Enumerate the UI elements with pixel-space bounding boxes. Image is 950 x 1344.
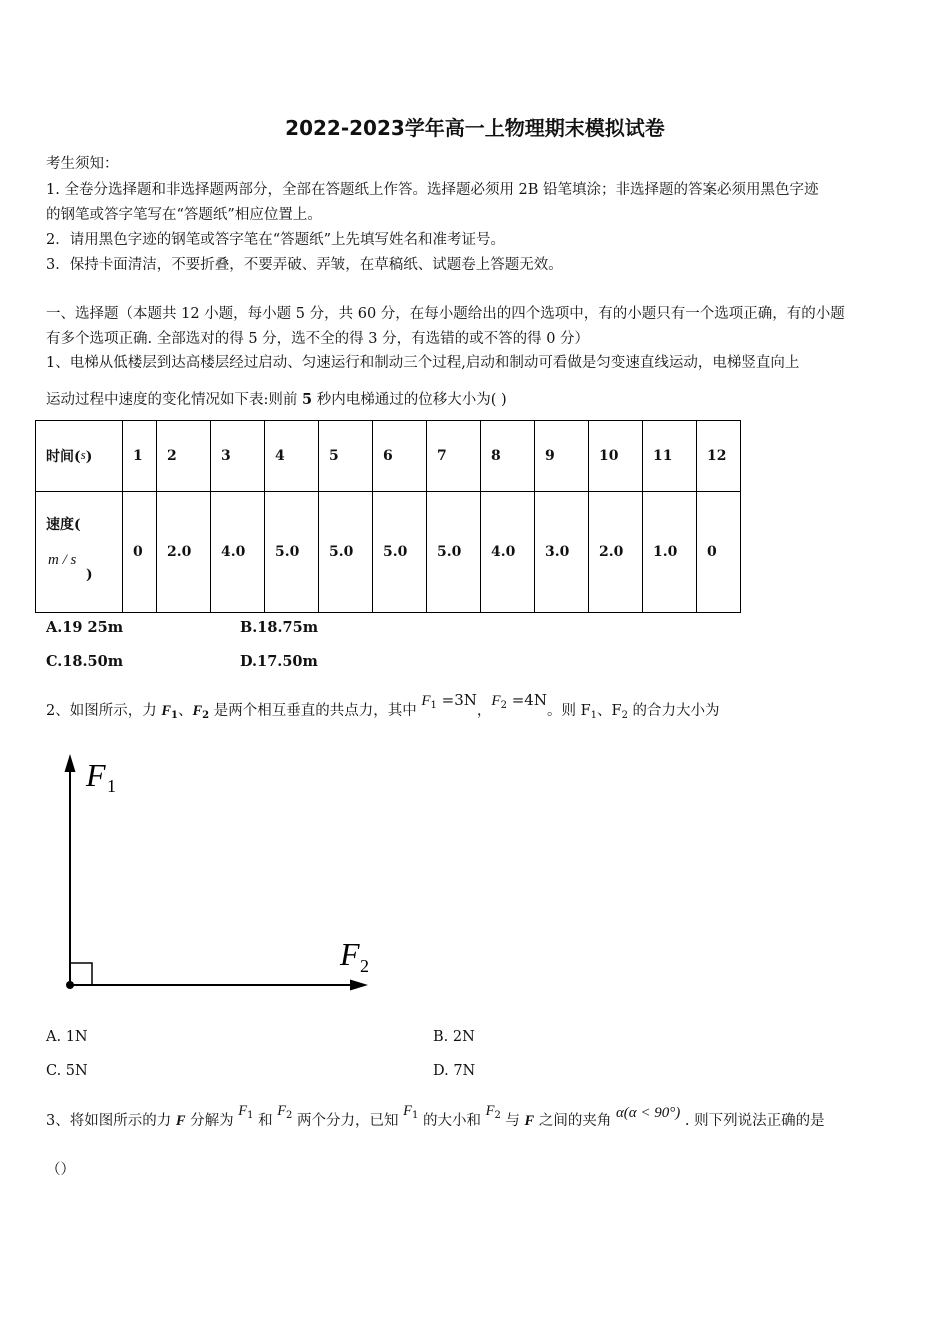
speed-label: 速度( xyxy=(46,516,81,533)
q3-p8: . 则下列说法正确的是 xyxy=(680,1113,825,1129)
q2-eq2-sub: 2 xyxy=(500,700,507,711)
time-cell-4: 4 xyxy=(265,421,319,492)
time-cell-6: 6 xyxy=(373,421,427,492)
question-1-text-c: 秒内电梯通过的位移大小为( ) xyxy=(312,392,507,408)
time-cell-7: 7 xyxy=(427,421,481,492)
q2-mid: 是两个相互垂直的共点力，其中 xyxy=(209,703,422,719)
question-1-option-a[interactable]: A.19 25m xyxy=(46,619,124,636)
notice-item-1-line-1: 1. 全卷分选择题和非选择题两部分，全部在答题纸上作答。选择题必须用 2B 铅笔填涂；非选择题的答案必须用黑色字迹 xyxy=(46,182,819,198)
q2-suffix-sub1: 1 xyxy=(590,710,598,721)
q2-f1-sub: 1 xyxy=(171,710,178,721)
f1-label-sub: 1 xyxy=(107,776,116,796)
speed-cell-5: 5.0 xyxy=(319,492,373,613)
speed-cell-7: 5.0 xyxy=(427,492,481,613)
q3-F1-sub: 1 xyxy=(247,1110,254,1121)
q2-eq1-val: =3N xyxy=(436,691,477,709)
q3-F2 xyxy=(277,1103,292,1119)
q2-eq1-sub: 1 xyxy=(430,700,437,711)
q2-prefix: 2、如图所示，力 xyxy=(46,703,162,719)
speed-cell-12: 0 xyxy=(697,492,741,613)
f2-label-sub: 2 xyxy=(360,956,369,976)
speed-cell-1: 0 xyxy=(123,492,157,613)
q2-eq1-var: F xyxy=(421,693,431,709)
question-3-stem xyxy=(46,1103,825,1131)
q3-F2b-sub: 2 xyxy=(494,1110,501,1121)
time-cell-8: 8 xyxy=(481,421,535,492)
question-2-option-c[interactable]: C. 5N xyxy=(46,1063,88,1079)
f2-label: F xyxy=(340,936,360,972)
question-1-text-a: 运动过程中速度的变化情况如下表:则前 xyxy=(46,392,302,408)
q3-F1b-var: F xyxy=(403,1103,412,1119)
q3-p1: 3、将如图所示的力 xyxy=(46,1113,176,1129)
speed-cell-8: 4.0 xyxy=(481,492,535,613)
q3-F1-var: F xyxy=(238,1103,248,1119)
q3-F2b-var: F xyxy=(485,1103,495,1119)
speed-cell-4: 5.0 xyxy=(265,492,319,613)
time-cell-1: 1 xyxy=(123,421,157,492)
f1-label: F xyxy=(86,757,106,793)
question-2-option-a[interactable]: A. 1N xyxy=(46,1029,88,1045)
question-1-option-c[interactable]: C.18.50m xyxy=(46,653,124,670)
q2-f2-sub: 2 xyxy=(202,710,210,721)
time-cell-2: 2 xyxy=(157,421,211,492)
f2-arrowhead xyxy=(350,980,368,991)
speed-cell-9: 3.0 xyxy=(535,492,589,613)
q2-suffix-end: 的合力大小为 xyxy=(627,703,720,719)
q3-p5: 的大小和 xyxy=(418,1113,486,1129)
right-angle-marker xyxy=(70,963,92,985)
q2-suffix: 。则 F xyxy=(546,703,591,719)
q3-F2b xyxy=(486,1103,501,1119)
q2-eq2-val: =4N xyxy=(506,691,547,709)
q3-p6: 与 xyxy=(500,1113,525,1129)
q2-suffix-sub2: 2 xyxy=(621,710,628,721)
time-cell-3: 3 xyxy=(211,421,265,492)
q3-p3: 和 xyxy=(253,1113,278,1129)
q3-F1b-sub: 1 xyxy=(412,1110,419,1121)
question-1-line-1: 1、电梯从低楼层到达高楼层经过启动、匀速运行和制动三个过程,启动和制动可看做是匀变速直线运动，电梯竖直向上 xyxy=(46,355,800,371)
q2-sep: 、 xyxy=(177,703,193,719)
time-cell-5: 5 xyxy=(319,421,373,492)
notice-heading: 考生须知： xyxy=(46,156,119,172)
q2-comma: ， xyxy=(476,703,492,719)
q2-f1: F xyxy=(161,703,172,719)
speed-cell-10: 2.0 xyxy=(589,492,643,613)
q3-Fb: F xyxy=(524,1113,535,1129)
question-1-seconds: 5 xyxy=(302,391,313,408)
notice-item-1-line-2: 的钢笔或答字笔写在“答题纸”相应位置上。 xyxy=(46,207,322,223)
page-title: 2022-2023学年高一上物理期末模拟试卷 xyxy=(285,116,665,140)
question-2-option-b[interactable]: B. 2N xyxy=(433,1029,475,1045)
q3-F: F xyxy=(175,1113,186,1129)
question-1-option-d[interactable]: D.17.50m xyxy=(240,653,318,670)
q3-F1b xyxy=(403,1103,418,1119)
f1-arrowhead xyxy=(65,754,76,772)
q2-eq2-var: F xyxy=(491,693,501,709)
q3-F1 xyxy=(238,1103,253,1119)
time-cell-12: 12 xyxy=(697,421,741,492)
speed-cell-3: 4.0 xyxy=(211,492,265,613)
origin-point xyxy=(66,981,74,989)
time-unit: s xyxy=(80,447,86,462)
section-1-instructions-line-1: 一、选择题（本题共 12 小题，每小题 5 分，共 60 分，在每小题给出的四个选项中，有的小题只有一个选项正确，有的小题 xyxy=(46,306,845,322)
q3-angle: α(α < 90°) xyxy=(615,1105,681,1121)
time-cell-10: 10 xyxy=(589,421,643,492)
notice-item-2: 2．请用黑色字迹的钢笔或答字笔在“答题纸”上先填写姓名和准考证号。 xyxy=(46,232,506,248)
speed-cell-6: 5.0 xyxy=(373,492,427,613)
speed-cell-2: 2.0 xyxy=(157,492,211,613)
question-3-line-2: （） xyxy=(46,1162,75,1178)
q3-F2-var: F xyxy=(277,1103,287,1119)
question-1-option-b[interactable]: B.18.75m xyxy=(240,619,319,636)
q3-p2: 分解为 xyxy=(185,1113,239,1129)
notice-item-3: 3．保持卡面清洁，不要折叠，不要弄破、弄皱，在草稿纸、试题卷上答题无效。 xyxy=(46,257,563,273)
time-label: 时间( xyxy=(46,449,81,465)
question-2-option-d[interactable]: D. 7N xyxy=(433,1063,476,1079)
speed-cell-11: 1.0 xyxy=(643,492,697,613)
speed-unit: m / s xyxy=(48,551,77,568)
q3-F2-sub: 2 xyxy=(286,1110,293,1121)
time-cell-9: 9 xyxy=(535,421,589,492)
time-close: ) xyxy=(85,449,93,465)
section-1-instructions-line-2: 有多个选项正确. 全部选对的得 5 分，选不全的得 3 分，有选错的或不答的得 0 分） xyxy=(46,331,590,347)
q3-p4: 两个分力，已知 xyxy=(292,1113,404,1129)
q3-p7: 之间的夹角 xyxy=(534,1113,616,1129)
speed-close: ) xyxy=(86,566,93,583)
time-cell-11: 11 xyxy=(643,421,697,492)
q2-f2: F xyxy=(192,703,203,719)
q2-suffix-mid: 、F xyxy=(597,703,622,719)
